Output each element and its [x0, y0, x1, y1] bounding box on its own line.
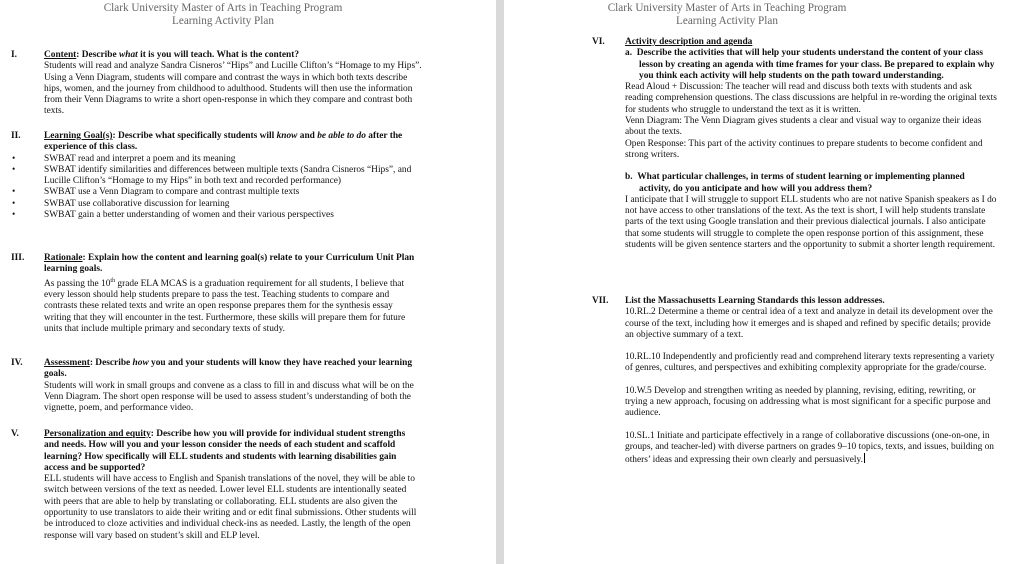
section-heading: Content: Describe what it is you will teach. What is the content? — [44, 50, 300, 60]
section-number: VI. — [592, 37, 605, 47]
header-line-1: Clark University Master of Arts in Teaching Program — [607, 2, 847, 14]
standard-item[interactable]: 10.RL.2 Determine a theme or central idea of a text and analyze in detail its development over the course of the text, including how it emerges and is shaped and refined by specific details; provide an objective summary of a text. — [625, 307, 993, 340]
section-number: V. — [11, 429, 19, 439]
agenda-item[interactable]: Open Response: This part of the activity continues to prepare students to become confident and strong writers. — [625, 138, 983, 160]
section-heading: List the Massachusetts Learning Standards this lesson addresses. — [625, 296, 885, 306]
section-number: VII. — [592, 296, 609, 306]
list-item[interactable]: • SWBAT gain a better understanding of women and their various perspectives — [44, 210, 422, 221]
header-line-1: Clark University Master of Arts in Teaching Program — [103, 2, 343, 14]
section-body[interactable]: Students will read and analyze Sandra Cisneros’ “Hips” and Lucille Clifton’s “Homage to my Hips”. Using a Venn Diagram, students will compare and contrast the ways in which both texts describe hips, women, and the journey from childhood to adulthood. Students will then use the information from their Venn Diagrams to write a short open-response in which they compare and contrast both texts. — [44, 61, 422, 117]
section-heading: Assessment: Describe how you and your students will know they have reached your learning goals. — [44, 358, 413, 380]
list-item[interactable]: • SWBAT identify similarities and differences between multiple texts (Sandra Cisneros “Hips”, and Lucille Clifton’s “Homage to my Hips” in both text and recorded performance) — [44, 165, 422, 188]
agenda-item[interactable]: Venn Diagram: The Venn Diagram gives students a clear and visual way to organize their ideas about the texts. — [625, 116, 982, 138]
section-heading: Rationale: Explain how the content and learning goal(s) relate to your Curriculum Unit Plan learning goals. — [44, 253, 415, 275]
subsection-heading: b. What particular challenges, in terms of student learning or implementing planned activity, do you anticipate and how will you address them? — [625, 172, 965, 194]
page-header — [504, 2, 950, 28]
header-line-2: Learning Activity Plan — [172, 15, 274, 27]
section-number: II. — [11, 131, 21, 141]
section-body[interactable]: Students will work in small groups and convene as a class to fill in and discuss what will be on the Venn Diagram. The short open response will be used to assess student’s understanding of both the vignette, poem, and performance video. — [44, 380, 414, 414]
list-item[interactable]: • SWBAT use a Venn Diagram to compare and contrast multiple texts — [44, 187, 422, 198]
subsection-heading: a. Describe the activities that will help your students understand the content of your class lesson by creating an agenda with time frames for your class. Be prepared to explain why you think each activity will help students on the path toward understanding. — [625, 48, 995, 81]
section-heading: Activity description and agenda — [625, 37, 753, 47]
section-heading: Personalization and equity: Describe how you will provide for individual student strengths and needs. How will you and your lesson consider the needs of each student and scaffold learning? How specifically will ELL students and students with learning disabilities gain access and be supported? — [44, 429, 406, 473]
page-gap — [496, 0, 504, 564]
header-line-2: Learning Activity Plan — [676, 15, 778, 27]
section-number: IV. — [11, 358, 23, 368]
list-item[interactable]: • SWBAT use collaborative discussion for learning — [44, 199, 422, 210]
section-heading: Learning Goal(s): Describe what specifically students will know and be able to do after the experience of this class. — [44, 131, 403, 153]
section-body[interactable]: ELL students will have access to English and Spanish translations of the novel, they will be able to switch between versions of the text as needed. Lower level ELL students are intentionally seated with peers that are able to help by translating or collaborating. ELL students are also given the opportunity to use translators to aide their writing and or edit final submissions. Other students will be introduced to cloze activities and individual check-ins as needed. Lastly, the length of the open response will vary based on student’s skill and ELP level. — [44, 474, 417, 541]
standard-item[interactable]: 10.RL.10 Independently and proficiently read and comprehend literary texts representing a variety of genres, cultures, and perspectives and exhibiting complexity appropriate for the grade/course. — [625, 352, 995, 374]
agenda-item[interactable]: Read Aloud + Discussion: The teacher will read and discuss both texts with students and ask reading comprehension questions. The class discussions are helpful in re-wording the original texts for students who struggle to understand the text as it is written. — [625, 82, 997, 115]
page-header — [0, 2, 496, 28]
section-body[interactable]: I anticipate that I will struggle to support ELL students who are not native Spanish speakers as I do not have access to other translations of the text. As the text is short, I will help students translate parts of the text using Google translation and their previous dialectical journals. I also anticipate that some students will struggle to complete the open response portion of this assignment, these students will be given sentence starters and the opportunity to submit a shorter length requirement. — [625, 194, 997, 251]
standard-item[interactable]: 10.W.5 Develop and strengthen writing as needed by planning, revising, editing, rewriting, or trying a new approach, focusing on addressing what is most significant for a specific purpose and audience. — [625, 385, 991, 419]
standard-item[interactable]: 10.SL.1 Initiate and participate effectively in a range of collaborative discussions (one-on-one, in groups, and teacher-led) with diverse partners on grades 9–10 topics, texts, and issues, building on others’ ideas and expressing their own clearly and persuasively. — [625, 430, 994, 466]
text-cursor — [864, 453, 865, 463]
section-number: I. — [11, 50, 17, 60]
list-item[interactable]: • SWBAT read and interpret a poem and its meaning — [44, 154, 422, 165]
section-body[interactable]: As passing the 10th grade ELA MCAS is a graduation requirement for all students, I believe that every lesson should help students prepare to pass the test. Teaching students to compare and contrasts these related texts and write an open response prepares them for the synthesis essay writing that they will encounter in the test. Furthermore, these skills will prepare them for future units that include multiple primary and secondary texts of study. — [44, 277, 406, 334]
section-number: III. — [11, 253, 25, 263]
document-page-right[interactable] — [504, 0, 1010, 564]
document-page-left[interactable] — [0, 0, 496, 564]
